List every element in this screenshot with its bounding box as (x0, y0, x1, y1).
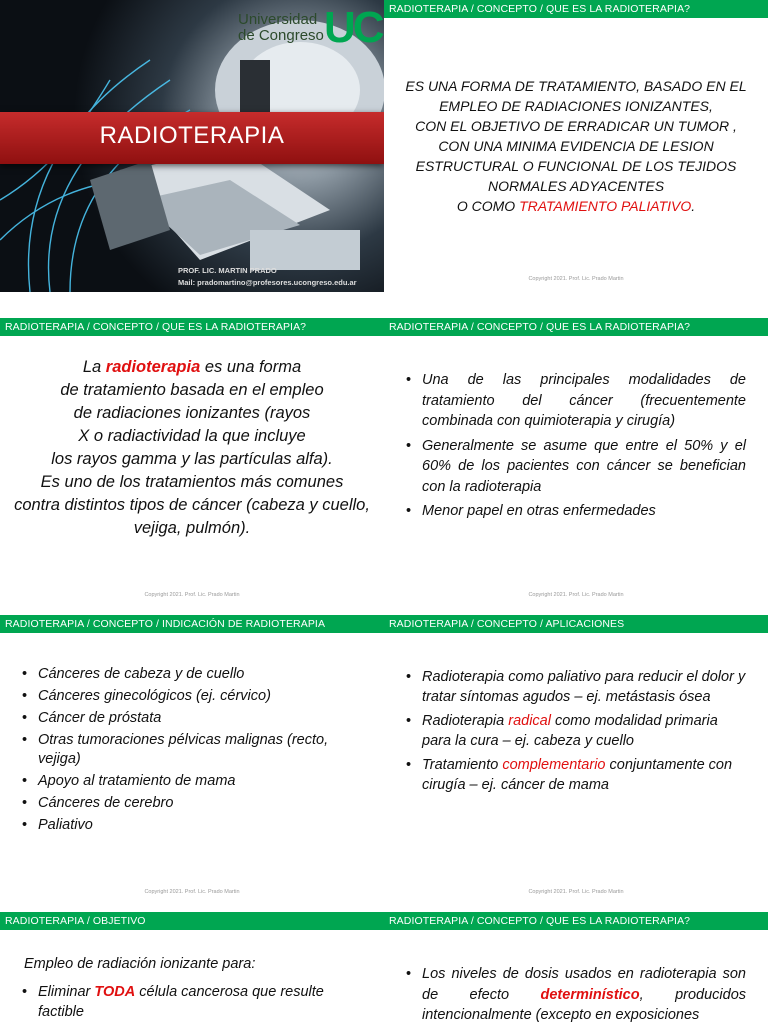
list-item: • Paliativo (20, 816, 360, 835)
highlight-text: complementario (502, 757, 606, 773)
text-line: de radiaciones ionizantes (rayos (73, 404, 311, 422)
list-item: • Cáncer de próstata (20, 709, 360, 728)
highlight-text: determinístico (540, 986, 640, 1003)
highlight-text: TODA (94, 984, 136, 1000)
professor-name: PROF. LIC. MARTIN PRADO (178, 266, 277, 275)
text-span: O COMO (456, 198, 520, 214)
text-line (0, 356, 384, 379)
text-span: célula cancerosa que resulte factible (38, 984, 324, 1020)
text-line: CON EL OBJETIVO DE ERRADICAR UN TUMOR , (415, 118, 737, 134)
slide-indicaciones (0, 615, 384, 907)
logo-line-1: Universidad (238, 11, 318, 28)
intro-text: Empleo de radiación ionizante para: (24, 956, 256, 972)
list-item (404, 755, 750, 795)
logo-line-2: de Congreso (238, 27, 324, 44)
slide-dosis (384, 912, 768, 1024)
list-item: • Cánceres de cabeza y de cuello (20, 665, 360, 684)
text-span: es una forma (200, 358, 302, 376)
text-span: como modalidad primaria para la cura – ej. cabeza y cuello (422, 713, 718, 749)
text-span: Tratamiento (422, 757, 503, 773)
list-item: • Radioterapia como paliativo para reducir el dolor y tratar síntomas agudos – ej. metástasis ósea (404, 667, 750, 707)
text-line: ESTRUCTURAL O FUNCIONAL DE LOS TEJIDOS (415, 158, 737, 174)
list-item: • Cánceres de cerebro (20, 794, 360, 813)
slide-modalidades (384, 318, 768, 610)
text-span: . (691, 198, 696, 214)
copyright: Copyright 2021. Prof. Lic. Prado Martin (144, 592, 240, 598)
slide-header: RADIOTERAPIA / CONCEPTO / QUE ES LA RADIOTERAPIA? (384, 912, 768, 930)
title-band (0, 112, 384, 164)
text-line: CON UNA MINIMA EVIDENCIA DE LESION (438, 138, 714, 154)
copyright: Copyright 2021. Prof. Lic. Prado Martin (528, 889, 624, 895)
text-line: vejiga, pulmón). (133, 519, 251, 537)
definition-text (394, 76, 758, 216)
text-line (394, 196, 758, 216)
text-line: X o radiactividad la que incluye (78, 427, 306, 445)
professor-email: Mail: pradomartino@profesores.ucongreso.edu.ar (178, 278, 357, 287)
highlight-text: radioterapia (105, 358, 201, 376)
slide-objetivo (0, 912, 384, 1024)
text-line: Es uno de los tratamientos más comunes (40, 473, 344, 491)
list-item: • Generalmente se asume que entre el 50% y el 60% de los pacientes con cáncer se benefician con la radioterapia (404, 436, 746, 498)
bullet-list (404, 667, 750, 795)
copyright: Copyright 2021. Prof. Lic. Prado Martin (528, 592, 624, 598)
slide-definition (384, 0, 768, 292)
text-span: Eliminar (38, 984, 95, 1000)
list-item: • Cánceres ginecológicos (ej. cérvico) (20, 687, 360, 706)
slide-title (0, 0, 384, 292)
text-line: de tratamiento basada en el empleo (60, 381, 324, 399)
bullet-list (20, 665, 360, 835)
list-item (404, 711, 750, 751)
slide-header: RADIOTERAPIA / CONCEPTO / INDICACIÓN DE RADIOTERAPIA (0, 615, 384, 633)
text-span: La (82, 358, 106, 376)
text-span: Radioterapia (422, 713, 509, 729)
slide-header: RADIOTERAPIA / OBJETIVO (0, 912, 384, 930)
slide-header: RADIOTERAPIA / CONCEPTO / APLICACIONES (384, 615, 768, 633)
text-span: Los niveles de dosis usados en radioterapia son de efecto (422, 966, 746, 1003)
text-line: NORMALES ADYACENTES (487, 178, 665, 194)
bullet-list (404, 370, 746, 522)
text-span: conjuntamente con cirugía – ej. cáncer de mama (422, 757, 733, 793)
list-item: • Una de las principales modalidades de tratamiento del cáncer (frecuentemente combinada con quimioterapia y cirugía) (404, 370, 746, 432)
text-line: los rayos gamma y las partículas alfa). (51, 450, 333, 468)
highlight-text: TRATAMIENTO PALIATIVO (519, 198, 692, 214)
bullet-list (20, 982, 350, 1022)
text-span: , producidos intencionalmente (excepto en exposiciones (422, 986, 747, 1023)
list-item: • Otras tumoraciones pélvicas malignas (recto, vejiga) (20, 731, 360, 769)
slide-header: RADIOTERAPIA / CONCEPTO / QUE ES LA RADIOTERAPIA? (384, 318, 768, 336)
slide-header: RADIOTERAPIA / CONCEPTO / QUE ES LA RADIOTERAPIA? (0, 318, 384, 336)
logo-mark: UC (324, 3, 382, 52)
list-item: • Menor papel en otras enfermedades (404, 501, 746, 522)
text-line: contra distintos tipos de cáncer (cabeza y cuello, (14, 496, 370, 514)
list-item: • Apoyo al tratamiento de mama (20, 772, 360, 791)
list-item (404, 964, 746, 1024)
slide-aplicaciones (384, 615, 768, 907)
slide-header: RADIOTERAPIA / CONCEPTO / QUE ES LA RADIOTERAPIA? (384, 0, 768, 18)
text-line: EMPLEO DE RADIACIONES IONIZANTES, (439, 98, 713, 114)
slide-radioterapia-intro (0, 318, 384, 610)
list-item (20, 982, 350, 1022)
intro-text (0, 356, 384, 540)
bullet-list (404, 964, 746, 1024)
university-logo (238, 3, 384, 52)
slide-title-text: RADIOTERAPIA (99, 122, 285, 149)
highlight-text: radical (508, 713, 551, 729)
copyright: Copyright 2021. Prof. Lic. Prado Martin (528, 276, 624, 282)
text-line: ES UNA FORMA DE TRATAMIENTO, BASADO EN EL (405, 78, 747, 94)
copyright: Copyright 2021. Prof. Lic. Prado Martin (144, 889, 240, 895)
